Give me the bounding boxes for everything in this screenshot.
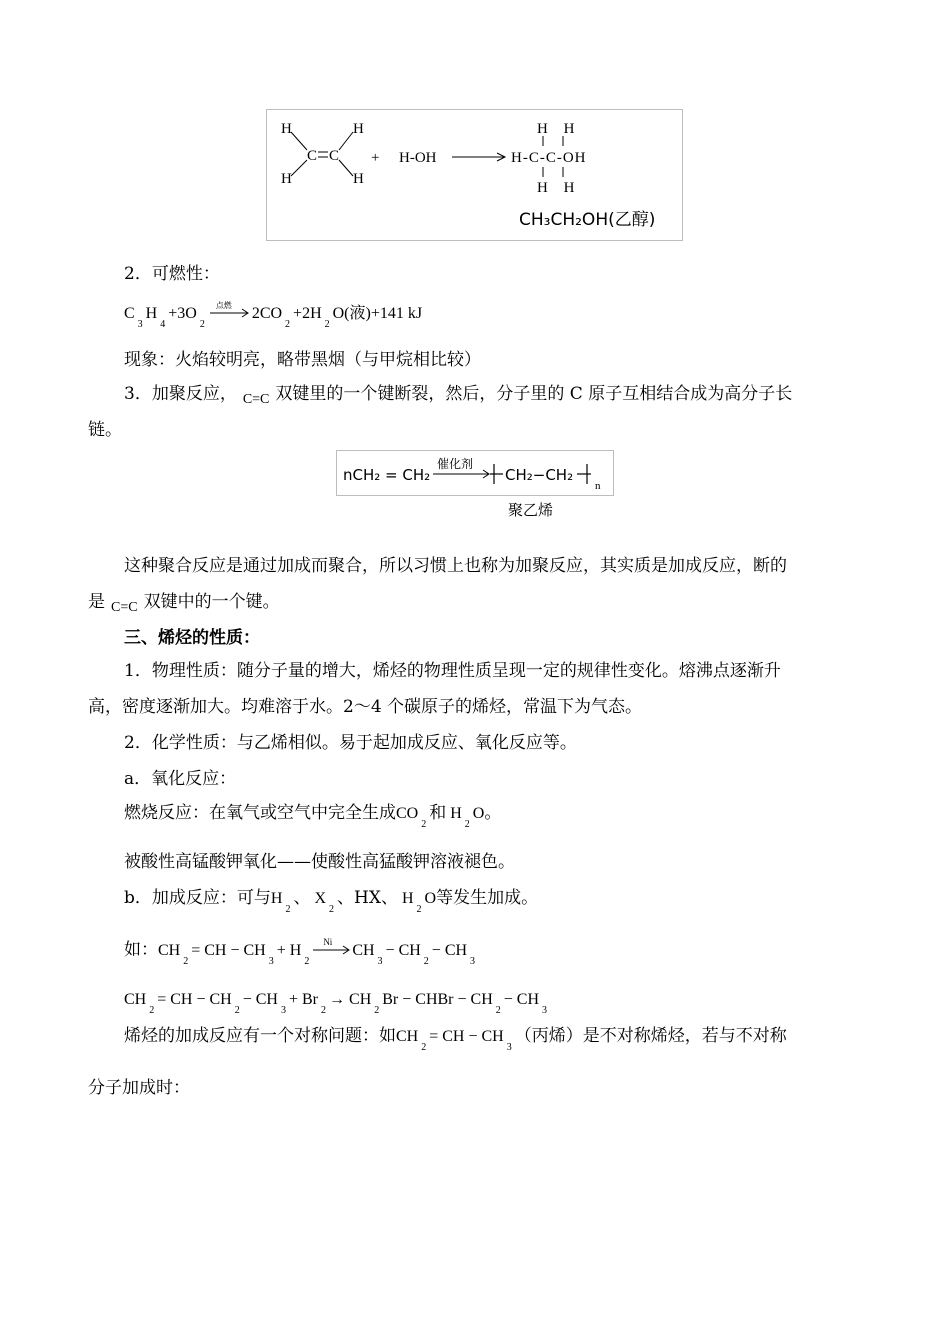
eq-term: CH <box>158 942 181 959</box>
eq-subscript: 3 <box>377 956 383 967</box>
formula-term: = CH − CH <box>429 1028 504 1045</box>
eq-subscript: 2 <box>149 1005 155 1016</box>
formula-term: O <box>472 805 485 822</box>
eq-subscript: 2 <box>495 1005 501 1016</box>
eq-term: CH <box>352 942 375 959</box>
text-span: 3．加聚反应， <box>124 384 237 404</box>
atom-c2: C <box>329 148 340 164</box>
hydration-structure-svg <box>267 110 682 240</box>
repeat-unit: CH₂−CH₂ <box>505 466 574 484</box>
eq-subscript: 3 <box>470 956 476 967</box>
ethylene-hydration-diagram <box>266 109 683 241</box>
eq-term: Br − CHBr − CH <box>382 991 493 1008</box>
eq-subscript: 3 <box>280 1005 286 1016</box>
double-bond-symbol: C=C <box>242 392 270 407</box>
polymerization-diagram <box>336 450 614 496</box>
formula-term: H <box>401 890 414 907</box>
formula-term: CH <box>396 1028 419 1045</box>
oxidation-heading: a．氧化反应： <box>124 769 237 789</box>
atom-h4: H <box>353 171 364 187</box>
text-span: 等发生加成。 <box>436 888 539 908</box>
eq-term: H <box>145 305 158 322</box>
section-heading-alkene-properties: 三、烯烃的性质： <box>124 628 260 648</box>
eq-term: − CH <box>242 991 278 1008</box>
arrow-svg <box>313 943 351 957</box>
text-span: 如： <box>124 940 158 960</box>
formula-term: O <box>424 890 437 907</box>
physical-properties-text-cont: 高，密度逐渐加大。均难溶于水。2～4 个碳原子的烯烃，常温下为气态。 <box>88 697 643 717</box>
symmetry-problem-text <box>124 1024 787 1060</box>
double-bond-symbol: C=C <box>111 600 138 615</box>
catalyst-label: 催化剂 <box>437 457 474 471</box>
eq-term: +2H <box>293 305 322 322</box>
eq-subscript: 2 <box>423 956 429 967</box>
phenomenon-text: 现象：火焰较明亮，略带黑烟（与甲烷相比较） <box>124 350 481 370</box>
ethylene-formula: nCH₂ = CH₂ <box>343 466 431 484</box>
text-span: （丙烯）是不对称烯烃，若与不对称 <box>514 1026 787 1046</box>
text-span: 烯烃的加成反应有一个对称问题：如 <box>124 1026 396 1046</box>
repeat-count: n <box>595 480 601 492</box>
product-top-h: H H <box>537 121 581 137</box>
ni-catalyst-arrow <box>313 937 351 955</box>
eq-term: = CH − CH <box>191 942 266 959</box>
eq-subscript: 2 <box>324 319 330 330</box>
formula-term: H <box>450 805 462 822</box>
eq-subscript: 2 <box>304 956 310 967</box>
eq-subscript: 3 <box>268 956 274 967</box>
eq-term: O(液)+141 kJ <box>332 305 423 322</box>
text-span: 、HX、 <box>337 888 398 908</box>
formula-subscript: 2 <box>421 819 427 830</box>
ignition-arrow <box>210 301 250 318</box>
atom-h3: H <box>353 121 364 137</box>
eq-subscript: 2 <box>321 1005 327 1016</box>
water-formula: H-OH <box>399 150 437 166</box>
eq-subscript: 3 <box>137 319 143 330</box>
chemical-properties-text: 2．化学性质：与乙烯相似。易于起加成反应、氧化反应等。 <box>124 733 577 753</box>
polyethylene-label: 聚乙烯 <box>508 501 554 519</box>
atom-h2: H <box>281 171 292 187</box>
eq-term: C <box>124 305 135 322</box>
permanganate-text: 被酸性高锰酸钾氧化——使酸性高猛酸钾溶液褪色。 <box>124 852 515 872</box>
bond-line <box>291 160 307 176</box>
formula-term: X <box>314 890 327 907</box>
addition-reaction-text <box>124 886 538 922</box>
formula-subscript: 2 <box>285 904 291 915</box>
bond-line <box>339 132 353 150</box>
ethanol-label: CH₃CH₂OH(乙醇) <box>519 210 656 230</box>
product-chain: H-C-C-OH <box>511 150 587 166</box>
bromination-equation <box>124 988 550 1023</box>
plus-sign: + <box>371 150 380 166</box>
arrow-condition: Ni <box>323 937 333 947</box>
formula-subscript: 2 <box>416 904 422 915</box>
formula-term: H <box>270 890 283 907</box>
eq-term: + H <box>276 942 302 959</box>
eq-term: +3O <box>168 305 197 322</box>
text-span: 双键里的一个键断裂，然后，分子里的 C 原子互相结合成为高分子长 <box>275 384 793 404</box>
text-span: b．加成反应：可与 <box>124 888 271 908</box>
eq-subscript: 2 <box>199 319 205 330</box>
atom-h1: H <box>281 121 292 137</box>
hydrogenation-equation <box>124 938 478 974</box>
eq-term: → CH <box>329 991 372 1008</box>
eq-term: = CH − CH <box>157 991 232 1008</box>
eq-subscript: 2 <box>234 1005 240 1016</box>
addition-polymerization-text-cont: 链。 <box>88 420 122 440</box>
combustion-equation <box>124 302 422 337</box>
formula-term: CO <box>396 805 419 822</box>
combustion-text <box>124 801 501 837</box>
combustibility-heading: 2．可燃性： <box>124 264 220 284</box>
formula-subscript: 2 <box>329 904 335 915</box>
eq-subscript: 2 <box>183 956 189 967</box>
physical-properties-text: 1．物理性质：随分子量的增大，烯烃的物理性质呈现一定的规律性变化。熔沸点逐渐升 <box>124 661 781 681</box>
eq-subscript: 3 <box>542 1005 547 1016</box>
formula-subscript: 3 <box>506 1042 512 1053</box>
polymerization-svg <box>337 451 613 495</box>
text-span: 。 <box>484 803 502 823</box>
eq-term: CH <box>124 991 147 1008</box>
arrow-condition: 点燃 <box>215 301 232 310</box>
formula-subscript: 2 <box>421 1042 427 1053</box>
eq-subscript: 2 <box>374 1005 380 1016</box>
eq-term: − CH <box>431 942 468 959</box>
product-bottom-h: H H <box>537 180 581 196</box>
addition-polymerization-text <box>124 382 792 412</box>
text-span: 、 <box>293 888 311 908</box>
eq-subscript: 2 <box>285 319 291 330</box>
bond-line <box>291 132 307 150</box>
eq-term: + Br <box>288 991 319 1008</box>
text-span: 和 <box>429 803 447 823</box>
text-span: 双键中的一个键。 <box>143 592 280 612</box>
polymerization-explanation-cont <box>88 590 280 620</box>
text-span: 燃烧反应：在氧气或空气中完全生成 <box>124 803 396 823</box>
eq-term: 2CO <box>251 305 283 322</box>
eq-term: − CH <box>503 991 539 1008</box>
formula-subscript: 2 <box>464 819 470 830</box>
arrow-svg <box>210 306 250 320</box>
eq-term: − CH <box>385 942 421 959</box>
bond-line <box>339 160 353 176</box>
symmetry-problem-text-cont: 分子加成时： <box>88 1078 190 1098</box>
atom-c1: C <box>307 148 318 164</box>
eq-subscript: 4 <box>160 319 166 330</box>
text-span: 是 <box>88 592 105 612</box>
polymerization-explanation: 这种聚合反应是通过加成而聚合，所以习惯上也称为加聚反应，其实质是加成反应，断的 <box>124 556 787 576</box>
